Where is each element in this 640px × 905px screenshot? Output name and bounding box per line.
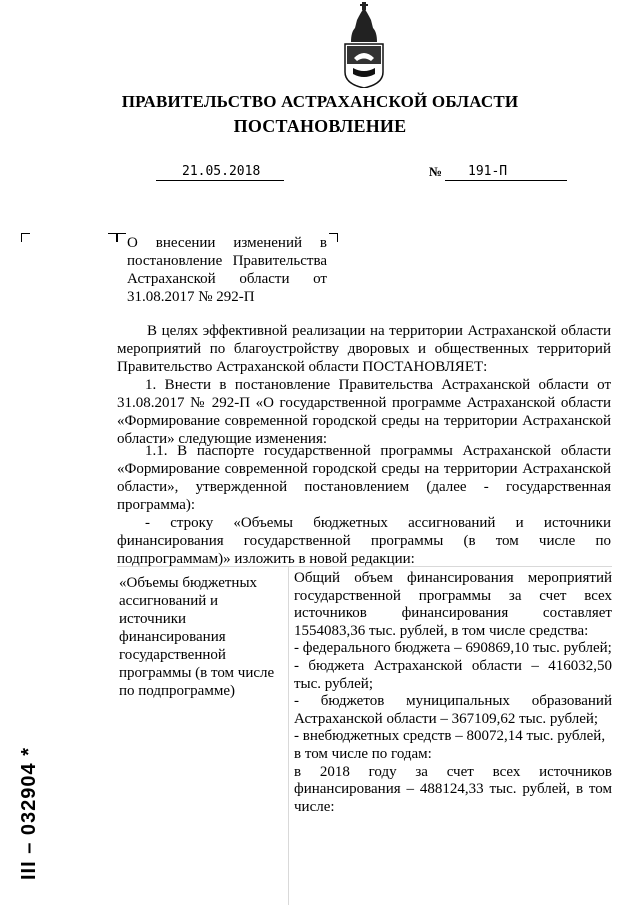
financing-federal: - федерального бюджета – 690869,10 тыс. рублей; bbox=[294, 640, 612, 657]
body-paragraph-1: В целях эффективной реализации на территории Астраханской области мероприятий по благоустройству дворовых и общественных территорий Правительство Астраханской области ПОСТАНОВЛЯЕТ: bbox=[117, 323, 611, 375]
corner-mark bbox=[21, 233, 30, 242]
body-paragraph-4: - строку «Объемы бюджетных ассигнований и источники финансирования государственной программы (в том числе по подпрограммам)» изложить в новой редакции: bbox=[117, 515, 611, 567]
corner-mark bbox=[117, 233, 126, 242]
body-paragraph-2: 1. Внести в постановление Правительства Астраханской области от 31.08.2017 № 292-П «О государственной программе Астраханской области «Формирование современной городской среды на территории Астраханской области» следующие изменения: bbox=[117, 377, 611, 447]
body-paragraph-3: 1.1. В паспорте государственной программы Астраханской области «Формирование современной городской среды на территории Астраханской области», утвержденной постановлением (далее - государственная программа): bbox=[117, 443, 611, 513]
number-sign: № bbox=[429, 164, 443, 179]
document-date: 21.05.2018 bbox=[182, 164, 261, 179]
document-type: ПОСТАНОВЛЕНИЕ bbox=[233, 116, 407, 136]
government-title: ПРАВИТЕЛЬСТВО АСТРАХАНСКОЙ ОБЛАСТИ bbox=[121, 92, 519, 111]
document-subject: О внесении изменений в постановление Правительства Астраханской области от 31.08.2017 № 292-П bbox=[127, 235, 327, 305]
financing-by-years: в том числе по годам: bbox=[294, 745, 432, 762]
number-underline bbox=[445, 180, 567, 181]
table-row-value bbox=[294, 570, 612, 816]
coat-of-arms-icon bbox=[341, 2, 387, 88]
document-number: 191-П bbox=[468, 164, 508, 179]
table-row-label: «Объемы бюджетных ассигнований и источники финансирования государственной программы (в том числе по подпрограмме) bbox=[119, 575, 275, 699]
financing-total: Общий объем финансирования мероприятий государственной программы за счет всех источников финансирования составляет 1554083,36 тыс. рублей, в том числе средства: bbox=[294, 570, 612, 639]
table-column-divider bbox=[288, 566, 289, 905]
financing-municipal: - бюджетов муниципальных образований Астраханской области – 367109,62 тыс. рублей; bbox=[294, 693, 612, 727]
table-top-border bbox=[117, 566, 612, 567]
corner-mark bbox=[329, 233, 338, 242]
financing-regional: - бюджета Астраханской области – 416032,50 тыс. рублей; bbox=[294, 657, 612, 692]
date-underline bbox=[156, 180, 284, 181]
corner-mark bbox=[108, 233, 117, 242]
serial-stamp: III – 032904 * bbox=[18, 747, 40, 880]
financing-2018: в 2018 году за счет всех источников финансирования – 488124,33 тыс. рублей, в том числе: bbox=[294, 763, 612, 815]
financing-extra: - внебюджетных средств – 80072,14 тыс. рублей, bbox=[294, 728, 606, 745]
